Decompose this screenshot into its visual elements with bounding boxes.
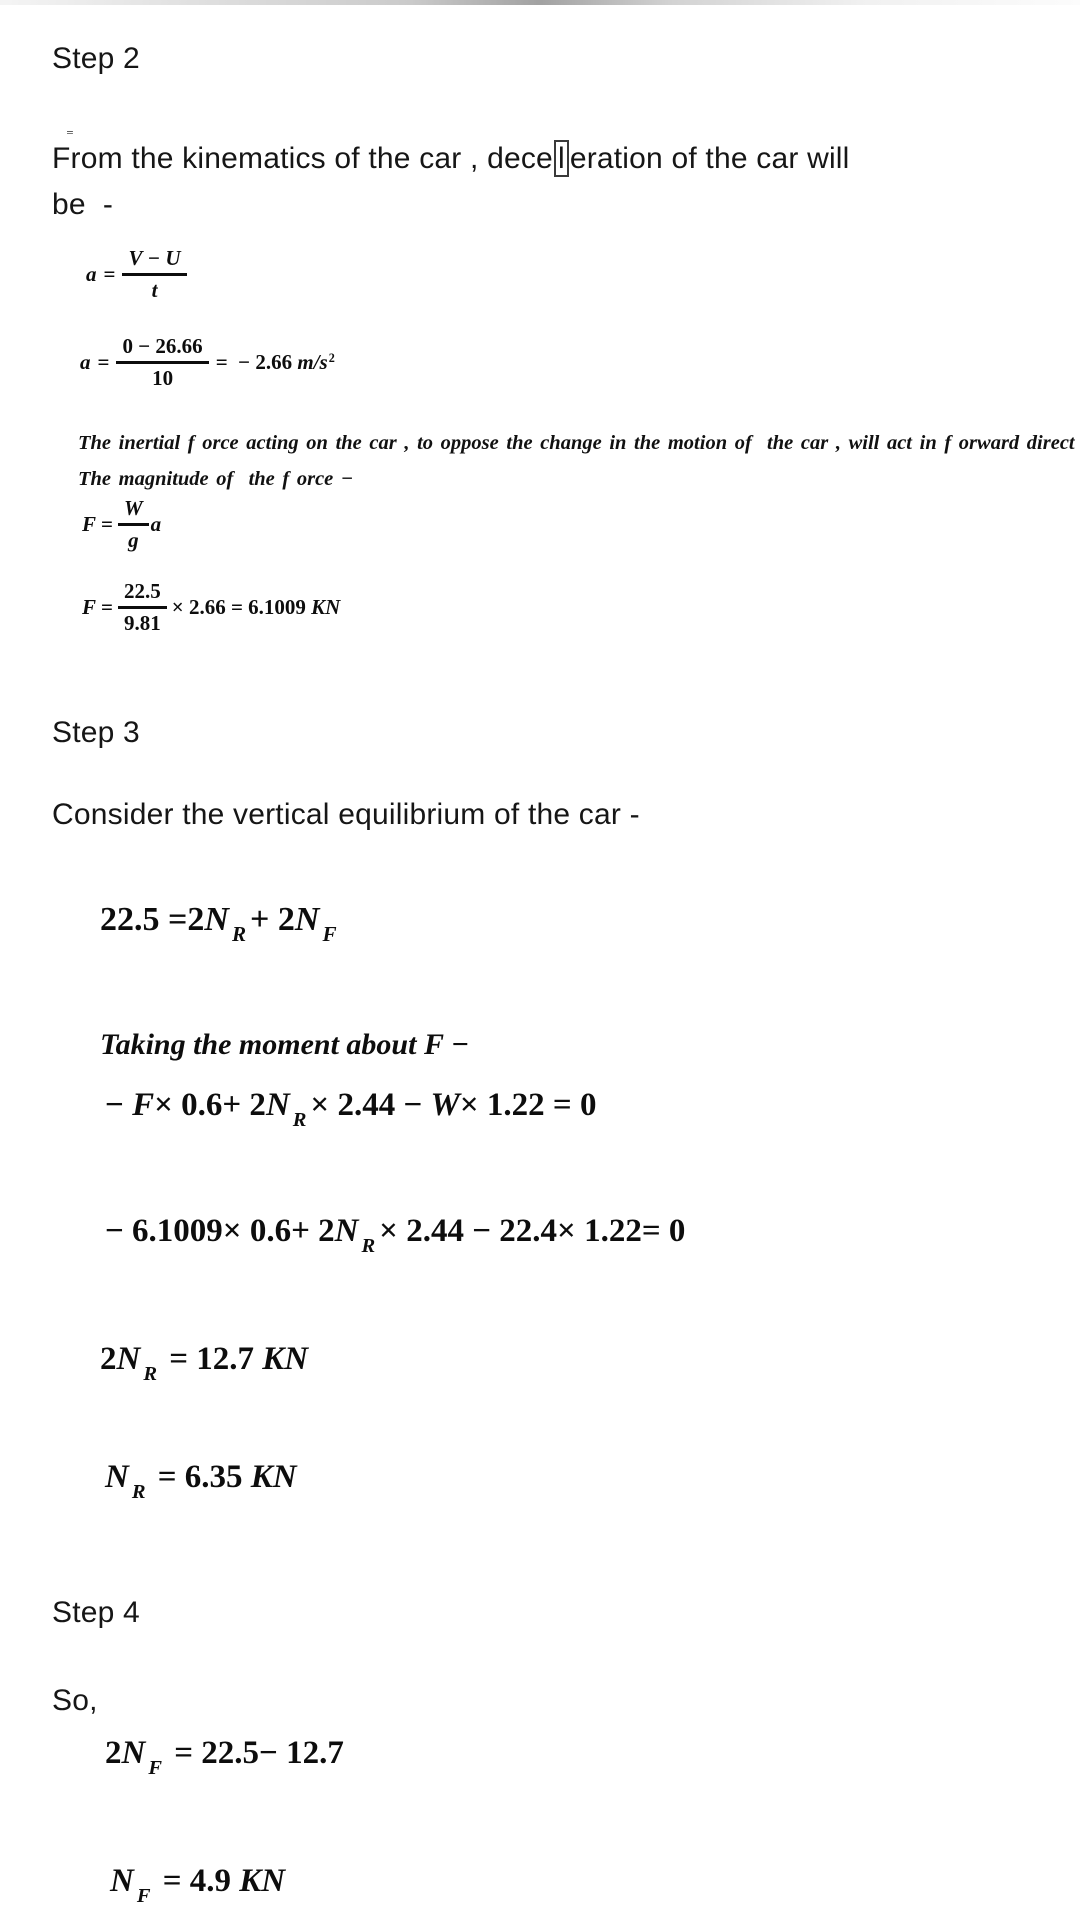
math-text: × 2.66 = 6.1009 (171, 595, 312, 620)
math-var: N (105, 1459, 129, 1495)
moment-heading: Taking the moment about F − (100, 1028, 470, 1061)
math-var: a (86, 262, 97, 287)
math-subscript: R (231, 921, 246, 946)
note-force-magnitude: The magnitude of the f orce − (78, 468, 354, 490)
step3-heading: Step 3 (52, 716, 140, 749)
math-unit: KN (250, 1459, 297, 1495)
math-var: W (430, 1087, 460, 1123)
math-text: − 6.1009× 0.6+ 2 (105, 1213, 335, 1249)
math-rhs (172, 595, 341, 620)
equation-vertical-equilibrium (100, 900, 341, 946)
math-subscript: R (361, 1234, 376, 1257)
math-text: × 1.22 = 0 (459, 1087, 597, 1123)
math-unit: KN (262, 1341, 309, 1377)
step2-intro (52, 136, 850, 228)
math-subscript: R (292, 1108, 307, 1131)
math-var: a (80, 350, 91, 375)
math-text: − (105, 1087, 133, 1123)
math-superscript: 2 (328, 351, 335, 366)
math-text: = (103, 262, 116, 287)
step4-heading: Step 4 (52, 1596, 140, 1629)
math-text: = (97, 350, 110, 375)
math-denominator: t (151, 278, 158, 303)
math-subscript: F (322, 921, 337, 946)
math-var: F (132, 1087, 155, 1123)
equation-force-definition (82, 496, 161, 553)
math-text: 22.5 =2 (100, 901, 205, 938)
math-text: 2 (105, 1735, 122, 1771)
math-subscript: F (148, 1756, 162, 1779)
math-var: N (204, 901, 229, 938)
intro-text: be - (52, 188, 114, 221)
math-var: N (121, 1735, 146, 1771)
equation-nr-result (105, 1458, 297, 1503)
math-text: = (101, 595, 113, 620)
math-numerator: 22.5 (118, 579, 167, 609)
math-unit: m/s (297, 350, 328, 375)
equation-force-value (82, 579, 340, 636)
math-denominator: 9.81 (123, 611, 161, 636)
math-subscript: R (143, 1362, 157, 1385)
math-var: N (116, 1341, 141, 1377)
equation-2nr-result (100, 1340, 309, 1385)
math-numerator: 0 − 26.66 (116, 334, 208, 364)
math-var: F (82, 595, 97, 620)
math-text: 2 (100, 1341, 117, 1377)
cursor-box-artifact: l (554, 140, 569, 177)
math-denominator: g (128, 528, 139, 553)
math-text: = − 2.66 (215, 350, 298, 375)
equation-acceleration-value (80, 334, 335, 391)
scan-artifact-line (0, 0, 1080, 5)
equation-acceleration-definition (86, 246, 187, 303)
math-var: N (294, 901, 320, 938)
note-inertial-force: The inertial f orce acting on the car , to oppose the change in the motion of the car , will act in f orward direct (78, 432, 1075, 454)
math-text: = 12.7 (160, 1341, 263, 1377)
fraction (118, 579, 167, 636)
intro-text: eration of the car will (569, 142, 850, 175)
math-subscript: F (136, 1884, 151, 1907)
math-rhs (216, 350, 335, 375)
scan-artifact-glyph: ⁼ (66, 128, 74, 144)
intro-text: From the kinematics of the car , dece (52, 142, 553, 175)
math-text: × 0.6+ 2 (154, 1087, 266, 1123)
math-denominator: 10 (152, 366, 174, 391)
math-text: = 22.5− 12.7 (165, 1735, 344, 1771)
math-text: × 2.44 − 22.4× 1.22= 0 (379, 1213, 686, 1249)
math-text: = 4.9 (154, 1863, 240, 1899)
math-text: = (101, 512, 113, 537)
math-var: F (82, 512, 97, 537)
math-unit: KN (239, 1863, 286, 1899)
math-text: = 6.35 (149, 1459, 251, 1495)
math-var: N (110, 1863, 134, 1899)
equation-nf-result (110, 1862, 286, 1907)
fraction (116, 334, 208, 391)
math-var: N (334, 1213, 359, 1249)
equation-2nf-result (105, 1734, 344, 1779)
equation-moment-numeric (105, 1212, 686, 1257)
step3-intro: Consider the vertical equilibrium of the car - (52, 798, 640, 831)
fraction (122, 246, 186, 303)
math-var: N (265, 1087, 290, 1123)
math-unit: KN (311, 595, 341, 620)
math-var: a (150, 512, 162, 537)
math-subscript: R (131, 1480, 146, 1503)
equation-moment-symbolic (105, 1086, 597, 1131)
fraction (118, 496, 149, 553)
math-numerator: V − U (122, 246, 186, 276)
step2-heading: Step 2 (52, 42, 140, 75)
math-text: × 2.44 − (310, 1087, 431, 1123)
math-numerator: W (118, 496, 149, 526)
step4-so-label: So, (52, 1684, 98, 1717)
math-text: + 2 (250, 901, 295, 938)
